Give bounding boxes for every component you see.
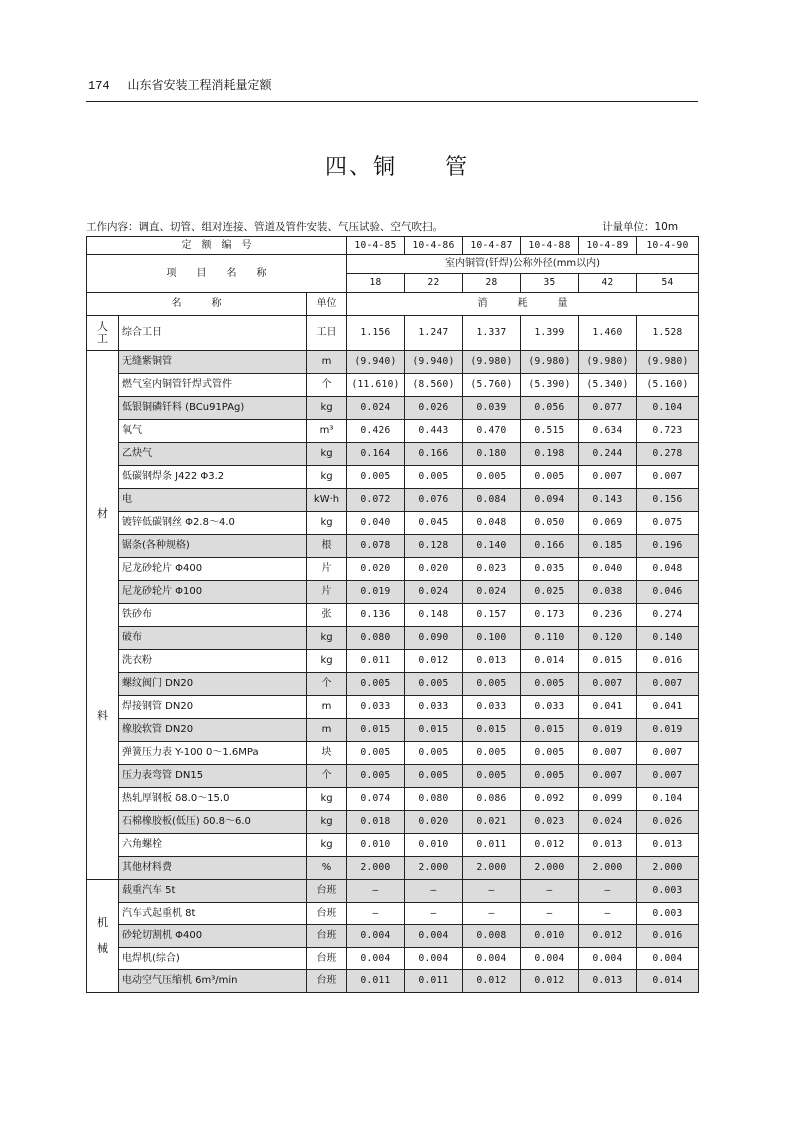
row-value: — [347, 902, 405, 925]
row-unit: kg [307, 443, 347, 466]
row-value: 0.140 [637, 627, 699, 650]
table-row [87, 765, 699, 788]
row-value: 0.024 [347, 397, 405, 420]
row-value: 0.005 [405, 673, 463, 696]
row-value: 0.040 [347, 512, 405, 535]
row-unit: 台班 [307, 970, 347, 993]
row-value: 0.005 [405, 742, 463, 765]
row-value: 0.164 [347, 443, 405, 466]
row-name: 螺纹阀门 DN20 [119, 673, 307, 696]
table-row [87, 719, 699, 742]
row-value: 0.470 [463, 420, 521, 443]
row-unit: 片 [307, 558, 347, 581]
row-value: 0.100 [463, 627, 521, 650]
row-value: 0.005 [521, 765, 579, 788]
row-unit: 台班 [307, 947, 347, 970]
table-row [87, 489, 699, 512]
row-name: 载重汽车 5t [119, 880, 307, 903]
row-value: 0.010 [347, 834, 405, 857]
row-value: 0.024 [405, 581, 463, 604]
row-name: 破布 [119, 627, 307, 650]
table-row [87, 627, 699, 650]
row-value: 1.528 [637, 316, 699, 351]
row-value: 0.723 [637, 420, 699, 443]
category-char: 料 [97, 709, 108, 723]
row-value: 0.024 [579, 811, 637, 834]
row-unit: 个 [307, 765, 347, 788]
row-value: 0.084 [463, 489, 521, 512]
section-title: 四、铜 管 [324, 155, 469, 180]
row-value: 0.185 [579, 535, 637, 558]
row-name: 石棉橡胶板(低压) δ0.8～6.0 [119, 811, 307, 834]
header-rule [86, 101, 698, 102]
row-value: (9.980) [463, 351, 521, 374]
row-value: 0.010 [521, 925, 579, 948]
row-value: — [405, 902, 463, 925]
row-value: 0.515 [521, 420, 579, 443]
row-value: 0.104 [637, 788, 699, 811]
category-labor [87, 316, 119, 351]
row-value: 0.012 [521, 970, 579, 993]
row-value: 0.020 [347, 558, 405, 581]
row-value: 0.011 [463, 834, 521, 857]
row-value: 0.069 [579, 512, 637, 535]
row-name: 其他材料费 [119, 857, 307, 880]
row-value: 0.023 [463, 558, 521, 581]
row-name: 镀锌低碳钢丝 Φ2.8～4.0 [119, 512, 307, 535]
row-value: 0.013 [579, 834, 637, 857]
diameter-value: 54 [637, 274, 699, 293]
row-value: 0.018 [347, 811, 405, 834]
row-unit: kW·h [307, 489, 347, 512]
quota-code: 10-4-88 [521, 237, 579, 255]
row-value: 0.136 [347, 604, 405, 627]
table-row [87, 788, 699, 811]
row-value: (5.160) [637, 374, 699, 397]
spec-header-row [87, 255, 699, 274]
table-row [87, 650, 699, 673]
row-unit: 张 [307, 604, 347, 627]
row-value: 0.046 [637, 581, 699, 604]
row-value: 0.003 [637, 880, 699, 903]
row-value: 0.026 [637, 811, 699, 834]
category-char: 工 [97, 332, 108, 346]
row-name: 电 [119, 489, 307, 512]
row-value: 0.148 [405, 604, 463, 627]
category-char: 械 [97, 942, 108, 956]
row-value: 0.012 [579, 925, 637, 948]
row-value: 0.019 [347, 581, 405, 604]
row-value: 2.000 [637, 857, 699, 880]
row-value: 0.012 [521, 834, 579, 857]
row-name: 无缝紫铜管 [119, 351, 307, 374]
row-value: (11.610) [347, 374, 405, 397]
row-value: 2.000 [405, 857, 463, 880]
row-value: 0.011 [347, 650, 405, 673]
row-value: 0.011 [347, 970, 405, 993]
row-value: 0.244 [579, 443, 637, 466]
table-row [87, 834, 699, 857]
diameter-value: 42 [579, 274, 637, 293]
row-value: 0.004 [521, 947, 579, 970]
row-value: 0.007 [579, 765, 637, 788]
row-unit: 个 [307, 673, 347, 696]
table-row [87, 397, 699, 420]
quota-code-row [87, 237, 699, 255]
row-value: 1.399 [521, 316, 579, 351]
row-value: 0.166 [405, 443, 463, 466]
row-name: 压力表弯管 DN15 [119, 765, 307, 788]
row-value: 0.040 [579, 558, 637, 581]
row-value: 0.005 [405, 765, 463, 788]
row-value: 0.012 [463, 970, 521, 993]
row-unit: m [307, 696, 347, 719]
row-value: 2.000 [347, 857, 405, 880]
row-value: 0.013 [637, 834, 699, 857]
row-value: (9.980) [521, 351, 579, 374]
row-name: 氧气 [119, 420, 307, 443]
row-value: 0.010 [405, 834, 463, 857]
row-value: 0.015 [347, 719, 405, 742]
row-value: 0.173 [521, 604, 579, 627]
quota-code: 10-4-86 [405, 237, 463, 255]
row-unit: 工日 [307, 316, 347, 351]
row-value: 0.007 [637, 673, 699, 696]
table-row [87, 604, 699, 627]
row-value: 0.157 [463, 604, 521, 627]
row-value: 0.014 [637, 970, 699, 993]
table-row [87, 970, 699, 993]
row-name: 热轧厚钢板 δ8.0～15.0 [119, 788, 307, 811]
name-column-header: 名 称 [87, 293, 307, 316]
row-value: — [579, 902, 637, 925]
row-name: 弹簧压力表 Y-100 0～1.6MPa [119, 742, 307, 765]
table-row [87, 925, 699, 948]
row-name: 尼龙砂轮片 Φ100 [119, 581, 307, 604]
diameter-value: 28 [463, 274, 521, 293]
row-value: (5.340) [579, 374, 637, 397]
row-value: 0.007 [637, 466, 699, 489]
row-name: 低银铜磷钎料 (BCu91PAg) [119, 397, 307, 420]
row-value: 1.247 [405, 316, 463, 351]
row-value: 0.015 [521, 719, 579, 742]
row-value: 0.026 [405, 397, 463, 420]
row-value: 0.072 [347, 489, 405, 512]
consumption-table [86, 236, 699, 993]
row-value: 0.019 [637, 719, 699, 742]
consumption-column-header: 消 耗 量 [347, 293, 699, 316]
row-value: 0.004 [347, 947, 405, 970]
row-value: 0.196 [637, 535, 699, 558]
row-value: 0.443 [405, 420, 463, 443]
row-name: 汽车式起重机 8t [119, 902, 307, 925]
page-number: 174 [88, 79, 110, 93]
row-value: 1.460 [579, 316, 637, 351]
row-unit: kg [307, 397, 347, 420]
row-value: (8.560) [405, 374, 463, 397]
row-value: 0.005 [521, 466, 579, 489]
row-name: 电焊机(综合) [119, 947, 307, 970]
row-unit: 个 [307, 374, 347, 397]
row-value: 0.005 [463, 765, 521, 788]
page-header [88, 76, 271, 93]
row-value: 0.024 [463, 581, 521, 604]
row-value: 0.007 [637, 742, 699, 765]
row-name: 铁砂布 [119, 604, 307, 627]
row-value: 0.005 [463, 673, 521, 696]
row-value: (9.940) [347, 351, 405, 374]
row-value: 0.076 [405, 489, 463, 512]
row-name: 砂轮切割机 Φ400 [119, 925, 307, 948]
row-name: 燃气室内铜管钎焊式管件 [119, 374, 307, 397]
row-value: 0.004 [463, 947, 521, 970]
row-value: 0.033 [405, 696, 463, 719]
row-name: 尼龙砂轮片 Φ400 [119, 558, 307, 581]
row-value: 0.274 [637, 604, 699, 627]
row-value: 0.048 [463, 512, 521, 535]
row-unit: 台班 [307, 880, 347, 903]
row-value: 0.004 [405, 925, 463, 948]
category-char: 人 [97, 320, 108, 334]
row-unit: kg [307, 466, 347, 489]
quota-label: 定 额 编 号 [87, 237, 347, 255]
row-value: — [405, 880, 463, 903]
table-row [87, 673, 699, 696]
row-value: 0.007 [637, 765, 699, 788]
row-value: 0.094 [521, 489, 579, 512]
category-machine [87, 880, 119, 993]
row-name: 低碳钢焊条 J422 Φ3.2 [119, 466, 307, 489]
row-unit: kg [307, 512, 347, 535]
category-char: 机 [97, 916, 108, 930]
row-value: 0.021 [463, 811, 521, 834]
row-value: 0.426 [347, 420, 405, 443]
row-value: 0.041 [637, 696, 699, 719]
row-value: 0.033 [521, 696, 579, 719]
row-value: — [463, 880, 521, 903]
row-value: 0.086 [463, 788, 521, 811]
row-value: 0.014 [521, 650, 579, 673]
column-header-row [87, 293, 699, 316]
row-value: 0.015 [579, 650, 637, 673]
row-unit: 根 [307, 535, 347, 558]
table-row [87, 512, 699, 535]
row-name: 锯条(各种规格) [119, 535, 307, 558]
row-unit: kg [307, 788, 347, 811]
row-name: 乙炔气 [119, 443, 307, 466]
row-value: — [347, 880, 405, 903]
row-value: 0.015 [463, 719, 521, 742]
row-name: 洗衣粉 [119, 650, 307, 673]
row-value: 0.008 [463, 925, 521, 948]
row-value: — [463, 902, 521, 925]
row-unit: kg [307, 811, 347, 834]
row-value: 0.005 [347, 765, 405, 788]
quota-code: 10-4-87 [463, 237, 521, 255]
row-value: 0.278 [637, 443, 699, 466]
category-material [87, 351, 119, 880]
row-name: 综合工日 [119, 316, 307, 351]
row-value: (9.940) [405, 351, 463, 374]
table-row [87, 420, 699, 443]
table-row [87, 558, 699, 581]
row-unit: 台班 [307, 902, 347, 925]
row-unit: m [307, 719, 347, 742]
table-row [87, 742, 699, 765]
table-row [87, 535, 699, 558]
row-unit: kg [307, 627, 347, 650]
row-name: 电动空气压缩机 6m³/min [119, 970, 307, 993]
row-value: 0.005 [463, 466, 521, 489]
row-unit: 片 [307, 581, 347, 604]
row-value: 0.050 [521, 512, 579, 535]
table-row [87, 857, 699, 880]
row-value: 0.012 [405, 650, 463, 673]
row-value: 0.004 [637, 947, 699, 970]
book-title: 山东省安装工程消耗量定额 [127, 78, 272, 92]
diameter-value: 18 [347, 274, 405, 293]
row-value: — [521, 902, 579, 925]
row-value: 0.003 [637, 902, 699, 925]
row-value: (5.390) [521, 374, 579, 397]
row-value: 0.013 [463, 650, 521, 673]
row-value: 0.005 [521, 742, 579, 765]
row-value: 0.075 [637, 512, 699, 535]
row-value: 0.007 [579, 466, 637, 489]
row-value: 0.004 [579, 947, 637, 970]
row-value: 0.077 [579, 397, 637, 420]
row-value: 0.092 [521, 788, 579, 811]
table-row [87, 351, 699, 374]
table-row [87, 902, 699, 925]
row-value: 0.056 [521, 397, 579, 420]
row-value: 1.156 [347, 316, 405, 351]
row-value: 0.074 [347, 788, 405, 811]
row-value: 0.140 [463, 535, 521, 558]
row-value: — [579, 880, 637, 903]
row-value: 0.005 [521, 673, 579, 696]
row-value: 0.236 [579, 604, 637, 627]
row-value: 1.337 [463, 316, 521, 351]
row-value: 0.110 [521, 627, 579, 650]
row-unit: kg [307, 650, 347, 673]
table-row [87, 443, 699, 466]
row-value: 2.000 [521, 857, 579, 880]
work-content: 工作内容：调直、切管、组对连接、管道及管件安装、气压试验、空气吹扫。 [86, 221, 443, 233]
row-value: 0.080 [347, 627, 405, 650]
table-row [87, 880, 699, 903]
row-value: 0.015 [405, 719, 463, 742]
row-value: 0.634 [579, 420, 637, 443]
table-row [87, 316, 699, 351]
table-row [87, 696, 699, 719]
row-value: — [521, 880, 579, 903]
row-name: 六角螺栓 [119, 834, 307, 857]
row-value: 0.033 [347, 696, 405, 719]
row-value: 0.016 [637, 925, 699, 948]
row-value: 0.041 [579, 696, 637, 719]
row-value: 0.143 [579, 489, 637, 512]
row-value: (5.760) [463, 374, 521, 397]
row-value: (9.980) [637, 351, 699, 374]
row-value: 2.000 [463, 857, 521, 880]
row-unit: m [307, 351, 347, 374]
quota-code: 10-4-89 [579, 237, 637, 255]
row-value: 0.016 [637, 650, 699, 673]
row-value: 0.004 [405, 947, 463, 970]
row-value: 0.020 [405, 558, 463, 581]
row-value: 0.011 [405, 970, 463, 993]
table-row [87, 947, 699, 970]
quota-code: 10-4-90 [637, 237, 699, 255]
row-value: 0.005 [347, 673, 405, 696]
row-value: 0.104 [637, 397, 699, 420]
quota-code: 10-4-85 [347, 237, 405, 255]
row-value: 0.120 [579, 627, 637, 650]
row-value: 0.007 [579, 742, 637, 765]
row-value: 0.033 [463, 696, 521, 719]
table-row [87, 811, 699, 834]
row-value: 0.025 [521, 581, 579, 604]
row-value: 0.007 [579, 673, 637, 696]
row-value: 0.038 [579, 581, 637, 604]
unit-label: 计量单位：10m [602, 221, 679, 233]
row-value: 0.005 [405, 466, 463, 489]
row-unit: 台班 [307, 925, 347, 948]
row-value: 0.048 [637, 558, 699, 581]
table-row [87, 581, 699, 604]
row-value: 0.090 [405, 627, 463, 650]
row-unit: 块 [307, 742, 347, 765]
row-value: 0.128 [405, 535, 463, 558]
row-value: 0.005 [347, 466, 405, 489]
row-value: 0.004 [347, 925, 405, 948]
diameter-value: 35 [521, 274, 579, 293]
row-value: 0.180 [463, 443, 521, 466]
row-value: 0.020 [405, 811, 463, 834]
row-value: 0.013 [579, 970, 637, 993]
row-value: 0.023 [521, 811, 579, 834]
row-unit: % [307, 857, 347, 880]
row-value: 0.005 [463, 742, 521, 765]
row-value: 0.005 [347, 742, 405, 765]
item-label: 项 目 名 称 [87, 255, 347, 293]
row-value: 0.078 [347, 535, 405, 558]
row-name: 橡胶软管 DN20 [119, 719, 307, 742]
row-value: 0.045 [405, 512, 463, 535]
category-char: 材 [97, 507, 108, 521]
row-value: 0.156 [637, 489, 699, 512]
spec-header: 室内铜管(钎焊)公称外径(mm以内) [347, 255, 699, 274]
row-value: 0.039 [463, 397, 521, 420]
diameter-value: 22 [405, 274, 463, 293]
table-row [87, 466, 699, 489]
row-value: 0.099 [579, 788, 637, 811]
row-value: 2.000 [579, 857, 637, 880]
row-value: 0.019 [579, 719, 637, 742]
row-name: 焊接钢管 DN20 [119, 696, 307, 719]
row-value: 0.035 [521, 558, 579, 581]
row-value: 0.198 [521, 443, 579, 466]
row-value: (9.980) [579, 351, 637, 374]
row-value: 0.166 [521, 535, 579, 558]
unit-column-header: 单位 [307, 293, 347, 316]
table-row [87, 374, 699, 397]
row-value: 0.080 [405, 788, 463, 811]
row-unit: kg [307, 834, 347, 857]
row-unit: m³ [307, 420, 347, 443]
